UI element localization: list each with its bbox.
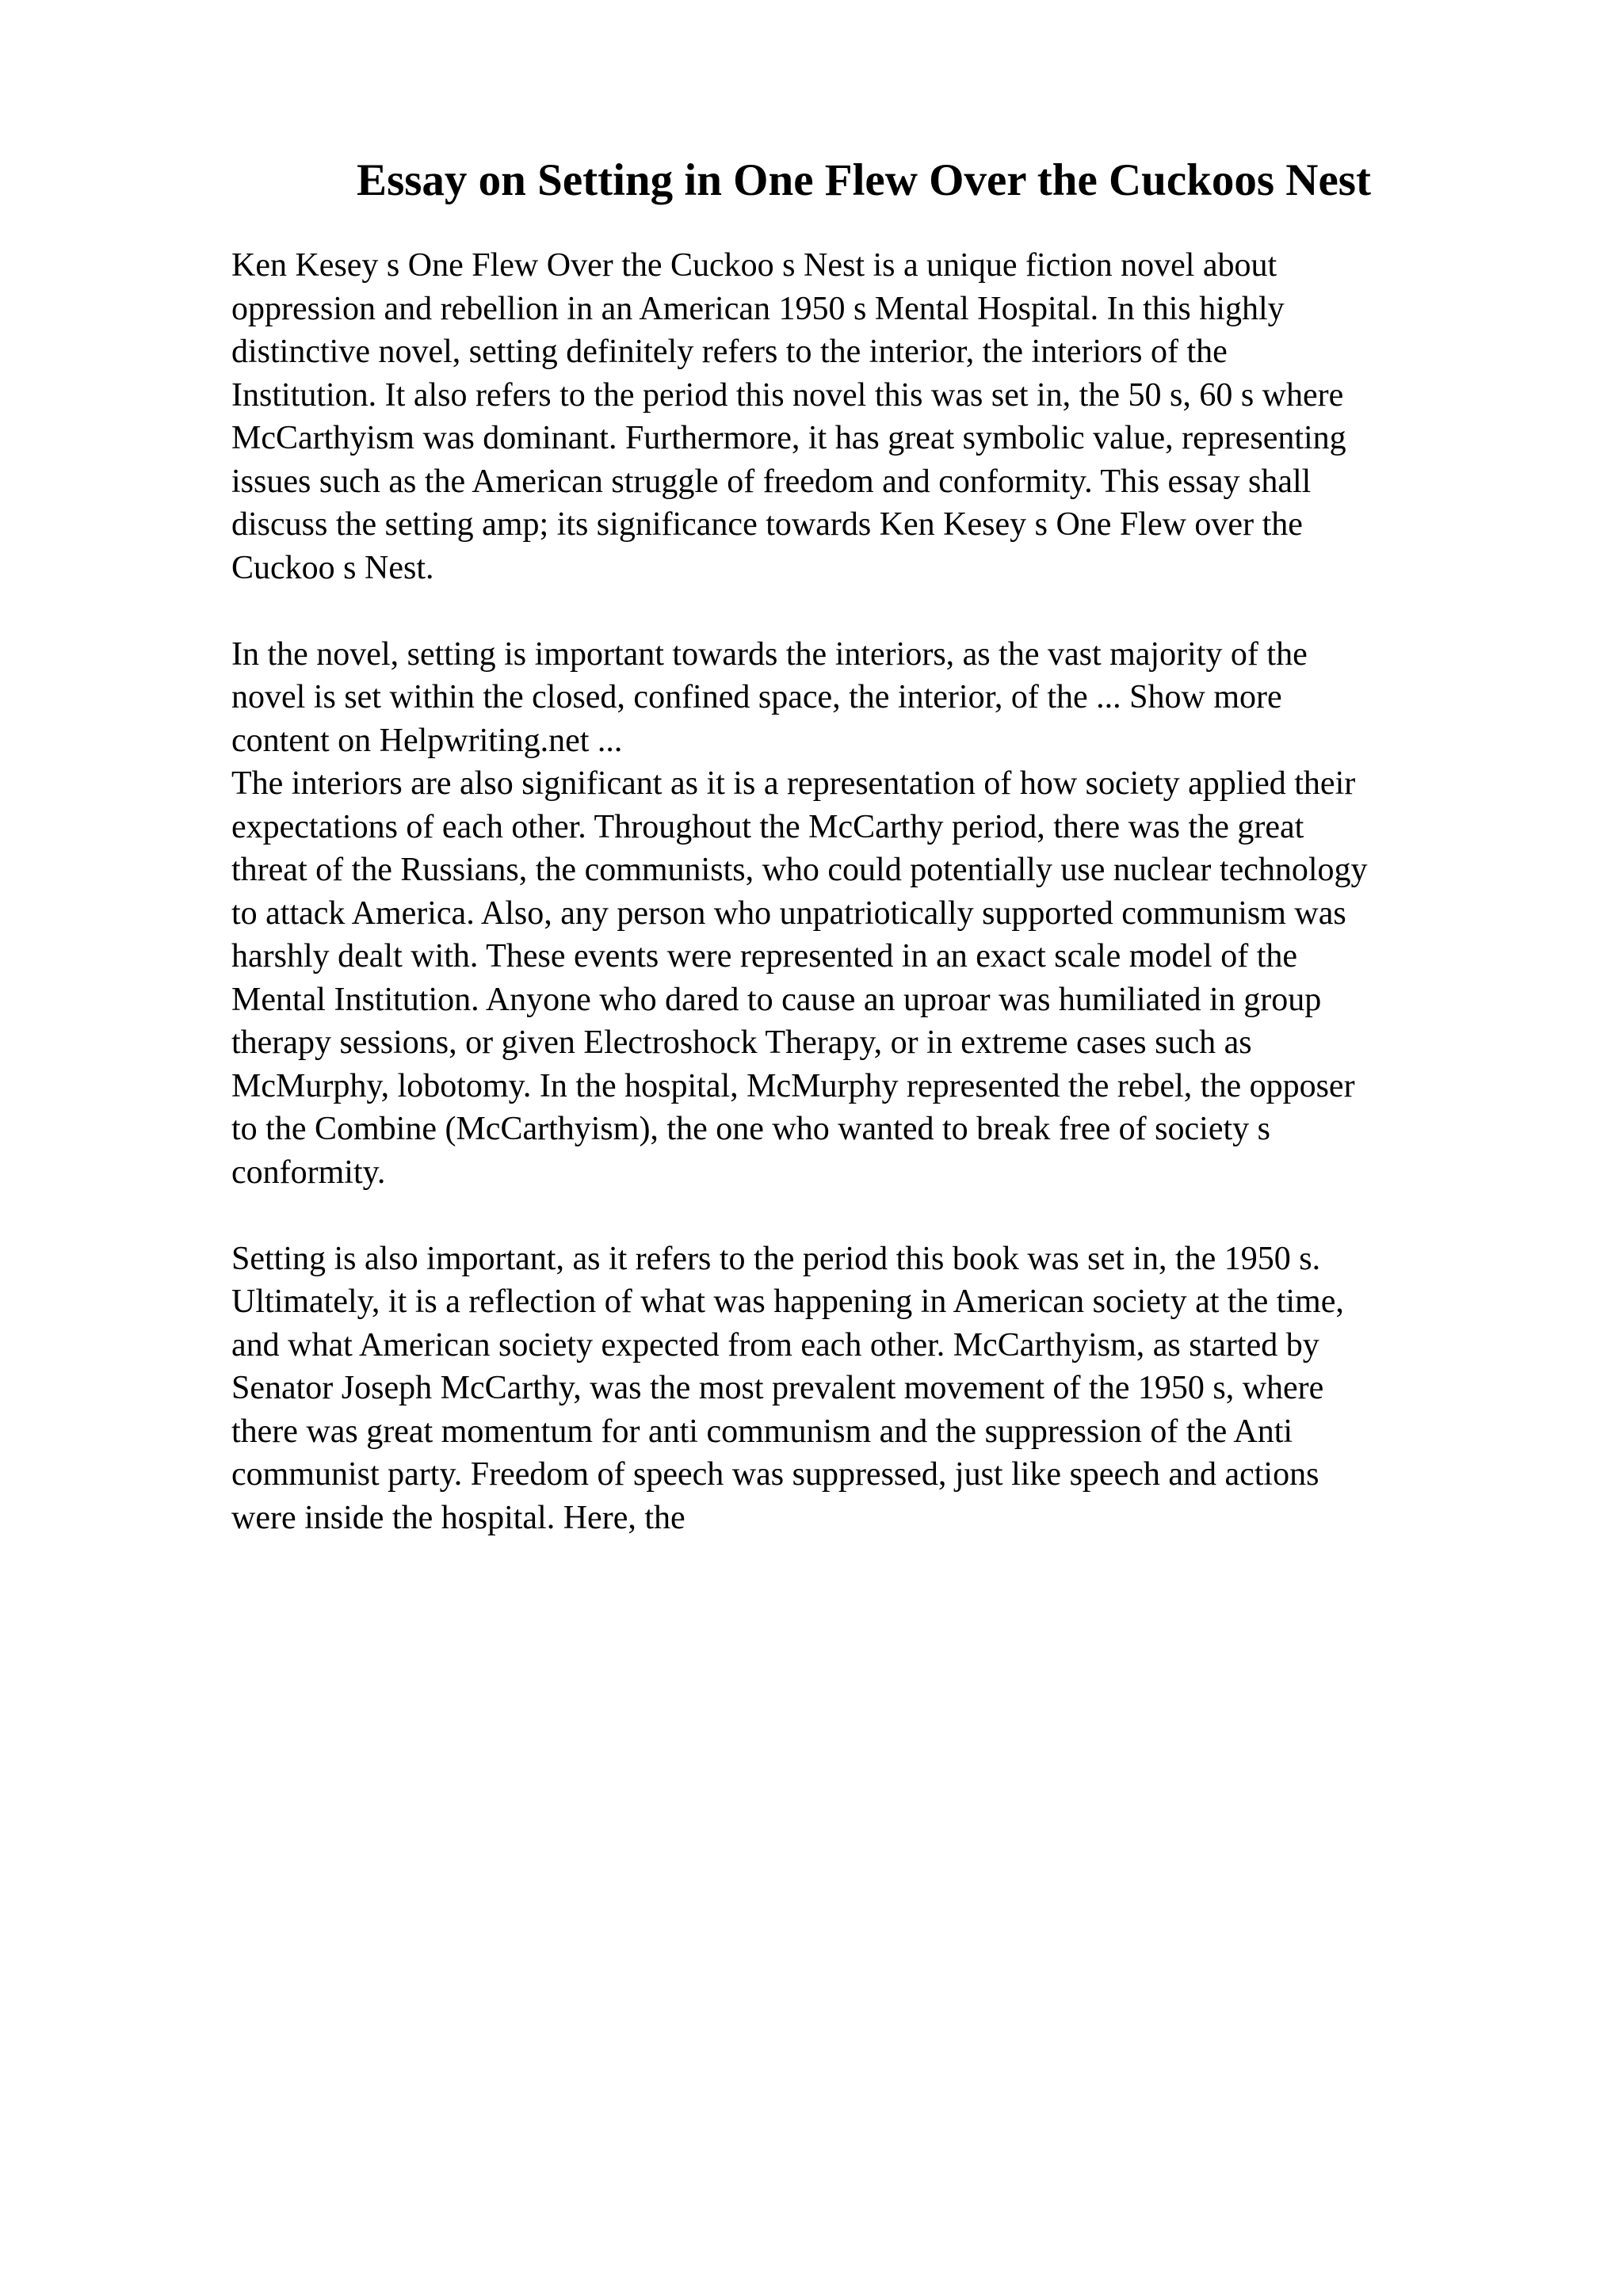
paragraph-interiors-intro [231, 633, 1531, 763]
essay-body [231, 244, 1531, 1539]
text-line: were inside the hospital. Here, the [231, 1499, 685, 1536]
text-line: Ultimately, it is a reflection of what was happening in American society at the time, [231, 1283, 1344, 1320]
text-line: Senator Joseph McCarthy, was the most prevalent movement of the 1950 s, where [231, 1370, 1324, 1406]
text-line: oppression and rebellion in an American 1950 s Mental Hospital. In this highly [231, 290, 1285, 327]
text-line: threat of the Russians, the communists, who could potentially use nuclear technology [231, 852, 1368, 888]
paragraph-period [231, 1238, 1531, 1540]
text-line: distinctive novel, setting definitely refers to the interior, the interiors of the [231, 334, 1228, 370]
text-line: Setting is also important, as it refers to the period this book was set in, the 1950 s. [231, 1240, 1321, 1277]
text-line: Cuckoo s Nest. [231, 549, 434, 586]
text-line: to attack America. Also, any person who unpatriotically supported communism was [231, 894, 1346, 932]
text-line: novel is set within the closed, confined space, the interior, of the ... Show more [231, 679, 1282, 715]
text-line: Ken Kesey s One Flew Over the Cuckoo s Nest is a unique fiction novel about [231, 247, 1277, 284]
text-line: In the novel, setting is important towards the interiors, as the vast majority of the [231, 635, 1308, 673]
text-line: discuss the setting amp; its significance towards Ken Kesey s One Flew over the [231, 506, 1303, 543]
text-line: issues such as the American struggle of freedom and conformity. This essay shall [231, 463, 1312, 500]
text-line: Institution. It also refers to the period this novel this was set in, the 50 s, 60 s where [231, 376, 1344, 414]
text-line: there was great momentum for anti communism and the suppression of the Anti [231, 1413, 1293, 1450]
text-line: The interiors are also significant as it is a representation of how society applied their [231, 765, 1356, 802]
text-line: communist party. Freedom of speech was suppressed, just like speech and actions [231, 1456, 1319, 1493]
text-line: expectations of each other. Throughout the McCarthy period, there was the great [231, 808, 1304, 845]
paragraph-interiors-significance [231, 762, 1531, 1194]
paragraph-introduction [231, 244, 1531, 589]
document-title: Essay on Setting in One Flew Over the Cuckoos Nest [357, 155, 1371, 205]
text-line: therapy sessions, or given Electroshock Therapy, or in extreme cases such as [231, 1024, 1252, 1061]
text-line: McCarthyism was dominant. Furthermore, it has great symbolic value, representing [231, 420, 1346, 456]
text-line: harshly dealt with. These events were represented in an exact scale model of the [231, 938, 1298, 974]
text-line: to the Combine (McCarthyism), the one who wanted to break free of society s [231, 1111, 1270, 1147]
text-line: Mental Institution. Anyone who dared to cause an uproar was humiliated in group [231, 981, 1322, 1018]
text-line: conformity. [231, 1154, 386, 1191]
text-line: and what American society expected from each other. McCarthyism, as started by [231, 1326, 1319, 1363]
text-line: content on Helpwriting.net ... [231, 722, 623, 759]
text-line: McMurphy, lobotomy. In the hospital, McMurphy represented the rebel, the opposer [231, 1067, 1355, 1104]
